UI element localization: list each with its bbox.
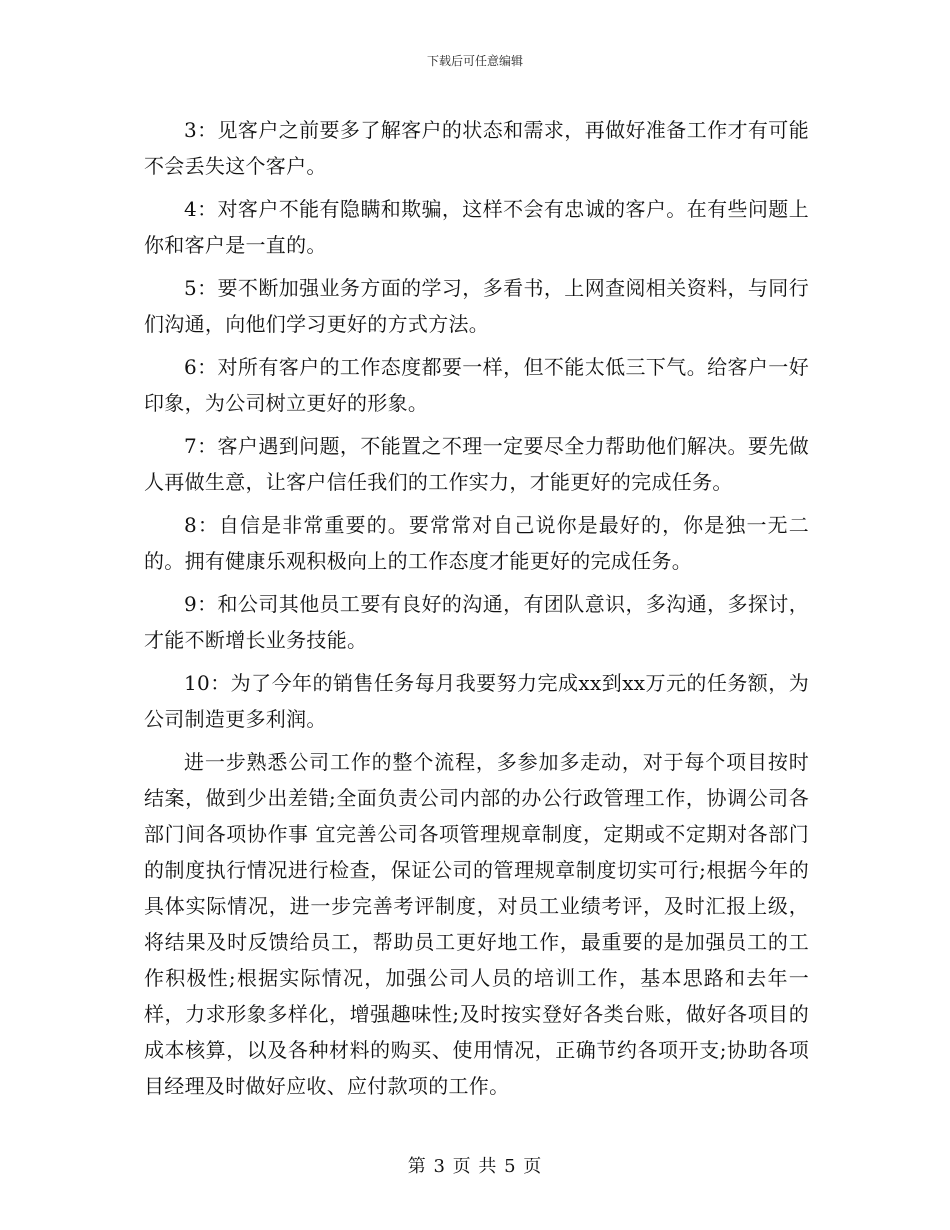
page-footer: 第 3 页 共 5 页 <box>407 1156 543 1177</box>
paragraph-10: 10：为了今年的销售任务每月我要努力完成xx到xx万元的任务额，为公司制造更多利润。 <box>144 671 809 731</box>
paragraph-4: 4：对客户不能有隐瞒和欺骗，这样不会有忠诚的客户。在有些问题上你和客户是一直的。 <box>144 197 809 257</box>
paragraph-9: 9：和公司其他员工要有良好的沟通，有团队意识，多沟通，多探讨，才能不断增长业务技能。 <box>144 592 809 652</box>
paragraph-8: 8：自信是非常重要的。要常常对自己说你是最好的，你是独一无二的。拥有健康乐观积极向上的工作态度才能更好的完成任务。 <box>144 513 809 573</box>
paragraph-6: 6：对所有客户的工作态度都要一样，但不能太低三下气。给客户一好印象，为公司树立更好的形象。 <box>144 355 809 415</box>
paragraph-7: 7：客户遇到问题，不能置之不理一定要尽全力帮助他们解决。要先做人再做生意，让客户信任我们的工作实力，才能更好的完成任务。 <box>144 434 809 494</box>
paragraph-3: 3：见客户之前要多了解客户的状态和需求，再做好准备工作才有可能不会丢失这个客户。 <box>144 118 809 178</box>
paragraph-5: 5：要不断加强业务方面的学习，多看书，上网查阅相关资料，与同行们沟通，向他们学习更好的方式方法。 <box>144 276 809 336</box>
page-header: 下载后可任意编辑 <box>426 54 523 68</box>
paragraph-summary: 进一步熟悉公司工作的整个流程，多参加多走动，对于每个项目按时结案，做到少出差错;全面负责公司内部的办公行政管理工作，协调公司各部门间各项协作事 宜完善公司各项管理规章制度，定期或不定期对各部门的制度执行情况进行检查，保证公司的管理规章制度切实可行;根据今年的具体实际情况，进一步完善考评制度，对员工业绩考评，及时汇报上级，将结果及时反馈给员工，帮助员工更好地工作，最重要的是加强员工的工作积极性;根据实际情况，加强公司人员的培训工作，基本思路和去年一样，力求形象多样化，增强趣味性;及时按实登好各类台账，做好各项目的成本核算，以及各种材料的购买、使用情况，正确节约各项开支;协助各项目经理及时做好应收、应付款项的工作。 <box>144 750 809 1098</box>
document-body <box>144 112 809 1111</box>
